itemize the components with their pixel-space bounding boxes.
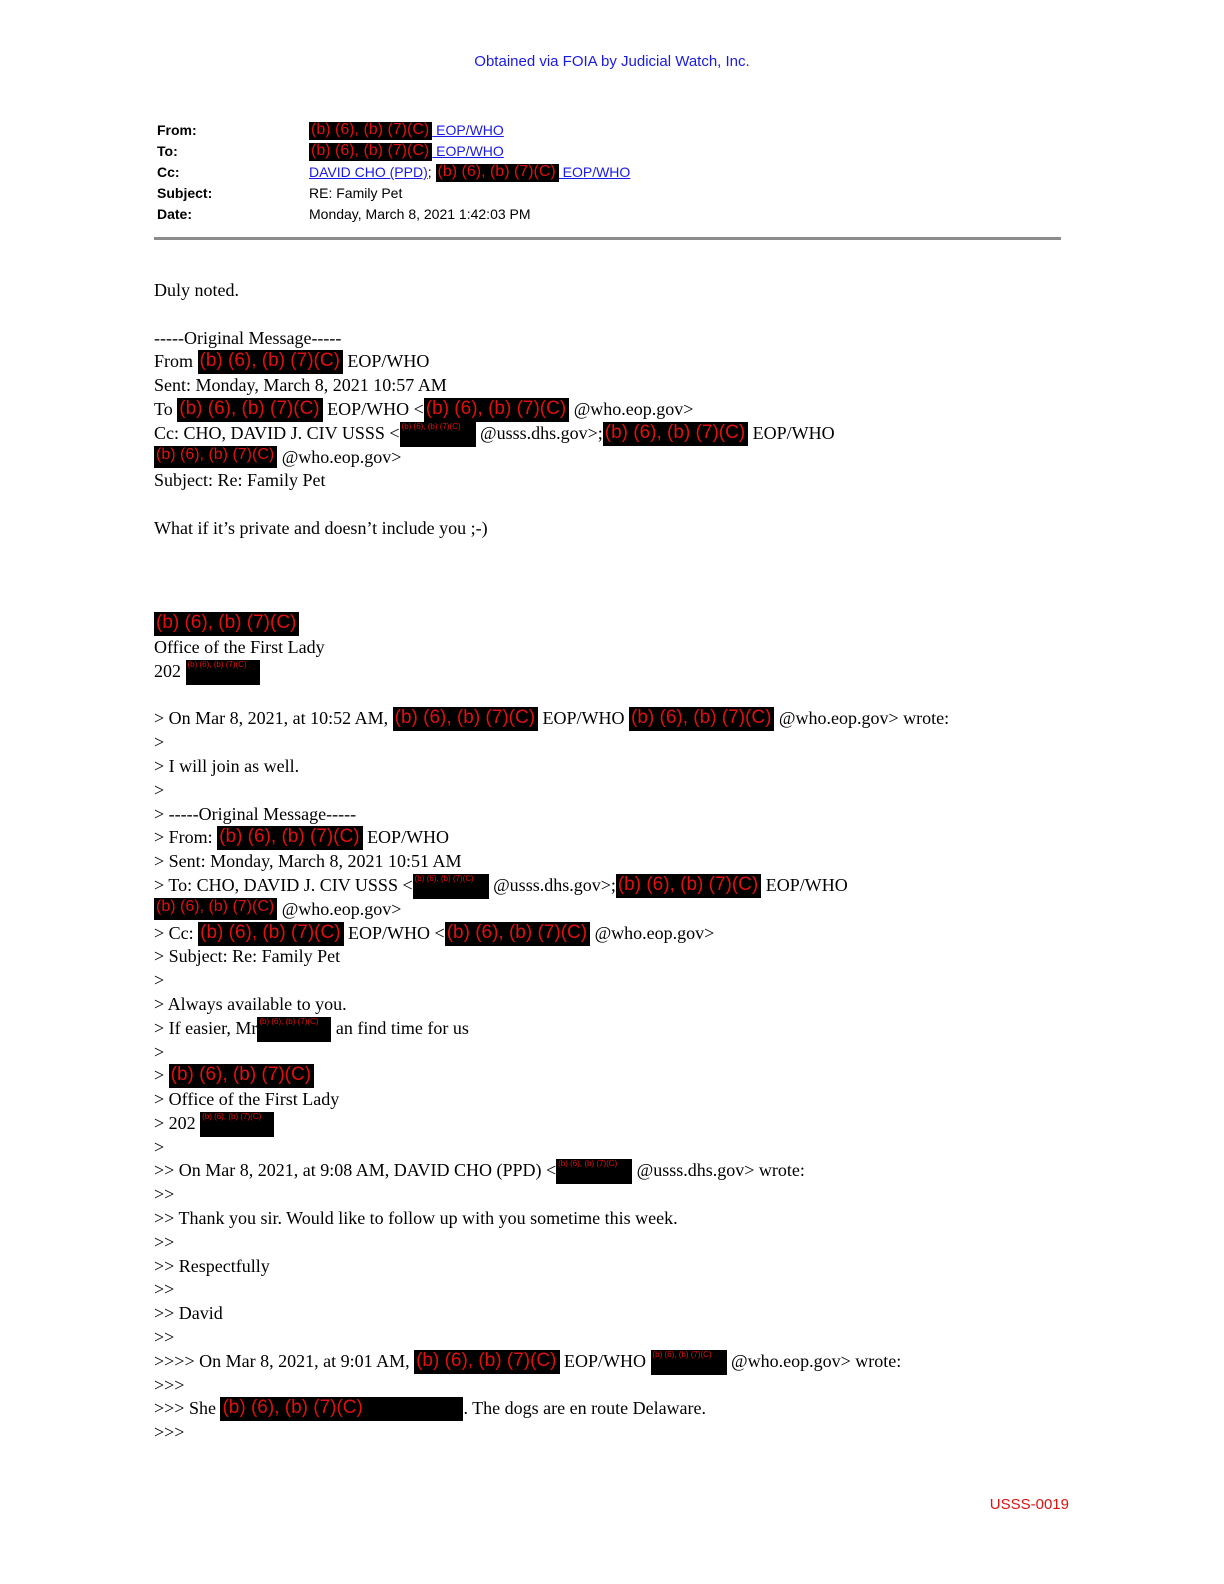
redaction: (b) (6), (b) (7)(C) [414, 1350, 559, 1374]
foia-watermark: Obtained via FOIA by Judicial Watch, Inc. [474, 53, 750, 70]
text: . The dogs are en route Delaware. [463, 1398, 707, 1419]
text: EOP/WHO [761, 874, 848, 895]
bates-number: USSS-0019 [989, 1496, 1069, 1513]
body-line: > [154, 779, 165, 800]
text: @usss.dhs.gov>; [488, 874, 616, 895]
body-line: Office of the First Lady [154, 636, 325, 657]
text: >>> She [154, 1398, 221, 1419]
body-line [154, 1397, 949, 1421]
body-line [154, 1064, 949, 1088]
redaction: (b) (6), (b) (7)(C) [169, 1064, 314, 1088]
text: EOP/WHO [362, 827, 450, 848]
redaction: (b) (6), (b) (7)(C) [629, 707, 774, 731]
redaction: (b) (6), (b) (7)(C) [556, 1159, 632, 1184]
text: @who.eop.gov> [277, 446, 402, 467]
redaction: (b) (6), (b) (7)(C) [154, 612, 299, 636]
redaction: (b) (6), (b) (7)(C) [445, 922, 590, 946]
body-line: > Subject: Re: Family Pet [154, 946, 341, 967]
blank-line [154, 565, 949, 589]
header-date-label: Date: [157, 206, 193, 222]
body-line: >> [154, 1327, 175, 1348]
text: EOP/WHO < [322, 398, 424, 419]
text: > From: [154, 827, 218, 848]
body-line: What if it’s private and doesn’t include you ;-) [154, 517, 488, 538]
body-line [154, 1017, 949, 1041]
text: > To: CHO, DAVID J. CIV USSS < [154, 874, 413, 895]
header-date-value: Monday, March 8, 2021 1:42:03 PM [309, 206, 531, 222]
body-line: > [154, 732, 165, 753]
text: EOP/WHO [538, 708, 630, 729]
redaction: (b) (6), (b) (7)(C) [200, 1112, 274, 1137]
body-line [154, 707, 949, 731]
text: > [154, 1065, 169, 1086]
body-line: >> David [154, 1303, 223, 1324]
redaction: (b) (6), (b) (7)(C) [186, 660, 260, 685]
blank-line [154, 684, 949, 708]
to-link[interactable]: EOP/WHO [432, 143, 504, 159]
body-line: >> Thank you sir. Would like to follow up with you sometime this week. [154, 1208, 678, 1229]
body-line [154, 422, 949, 446]
redaction: (b) (6), (b) (7)(C) [309, 143, 432, 161]
text: EOP/WHO [559, 1350, 651, 1371]
body-line: Duly noted. [154, 280, 239, 300]
text: >>>> On Mar 8, 2021, at 9:01 AM, [154, 1350, 415, 1371]
body-line: > [154, 970, 165, 991]
text: @who.eop.gov> [277, 898, 402, 919]
body-line: > -----Original Message----- [154, 803, 357, 824]
redaction: (b) (6), (b) (7)(C) [198, 922, 343, 946]
text: @who.eop.gov> [590, 922, 715, 943]
redaction: (b) (6), (b) (7)(C) [177, 398, 322, 422]
text: > 202 [154, 1112, 201, 1133]
body-line: >>> [154, 1374, 185, 1395]
body-line: -----Original Message----- [154, 327, 342, 348]
body-line: >> Respectfully [154, 1255, 270, 1276]
body-line: > Always available to you. [154, 993, 347, 1014]
text: > Cc: [154, 922, 199, 943]
header-to-value [309, 143, 504, 161]
redaction: (b) (6), (b) (7)(C) [651, 1350, 727, 1375]
body-line [154, 1112, 949, 1136]
redaction: (b) (6), (b) (7)(C) [198, 350, 343, 374]
header-subject-label: Subject: [157, 185, 213, 201]
body-line: > [154, 1041, 165, 1062]
body-line [154, 1350, 949, 1374]
blank-line [154, 493, 949, 517]
body-line: >> [154, 1279, 175, 1300]
redaction: (b) (6), (b) (7)(C) [603, 422, 748, 446]
text: an find time for us [331, 1017, 469, 1038]
header-cc-label: Cc: [157, 164, 180, 180]
redaction: (b) (6), (b) (7)(C) [400, 422, 476, 447]
text: > On Mar 8, 2021, at 10:52 AM, [154, 708, 393, 729]
body-line: >> [154, 1184, 175, 1205]
text: @who.eop.gov> wrote: [726, 1350, 902, 1371]
redaction: (b) (6), (b) (7)(C) [436, 164, 559, 182]
redaction: (b) (6), (b) (7)(C) [154, 446, 277, 468]
body-line [154, 398, 949, 422]
header-cc-value [309, 164, 630, 182]
blank-line [154, 588, 949, 612]
text: 202 [154, 660, 186, 681]
body-line: > Office of the First Lady [154, 1089, 340, 1110]
text: From [154, 351, 198, 372]
text: >> On Mar 8, 2021, at 9:08 AM, DAVID CHO (PPD) < [154, 1160, 557, 1181]
signature-name-line [154, 612, 949, 636]
body-line: Subject: Re: Family Pet [154, 470, 326, 491]
body-line: > I will join as well. [154, 755, 300, 776]
cc-separator: ; [427, 164, 432, 180]
redaction: (b) (6), (b) (7)(C) [217, 826, 362, 850]
text: @usss.dhs.gov> wrote: [632, 1160, 805, 1181]
from-link[interactable]: EOP/WHO [432, 122, 504, 138]
body-line [154, 1159, 949, 1183]
header-subject-value: RE: Family Pet [309, 185, 403, 201]
body-line: Sent: Monday, March 8, 2021 10:57 AM [154, 375, 447, 396]
body-line [154, 660, 949, 684]
body-line [154, 922, 949, 946]
redaction: (b) (6), (b) (7)(C) [220, 1397, 463, 1421]
blank-line [154, 541, 949, 565]
text: @who.eop.gov> [569, 398, 694, 419]
redaction: (b) (6), (b) (7)(C) [413, 874, 489, 899]
text: EOP/WHO [342, 351, 430, 372]
redaction: (b) (6), (b) (7)(C) [616, 874, 761, 898]
text: EOP/WHO [748, 422, 835, 443]
body-line: > Sent: Monday, March 8, 2021 10:51 AM [154, 851, 462, 872]
text: Cc: CHO, DAVID J. CIV USSS < [154, 422, 400, 443]
header-from-value [309, 122, 504, 140]
body-line: >> [154, 1231, 175, 1252]
body-line [154, 826, 949, 850]
body-line [154, 446, 949, 470]
body-line: > [154, 1136, 165, 1157]
body-line [154, 874, 949, 898]
body-line [154, 350, 949, 374]
header-divider [154, 237, 1061, 240]
cc-link[interactable]: EOP/WHO [558, 164, 631, 180]
body-line: >>> [154, 1422, 185, 1443]
redaction: (b) (6), (b) (7)(C) [257, 1017, 331, 1042]
body-line [154, 898, 949, 922]
redaction: (b) (6), (b) (7)(C) [393, 707, 538, 731]
text: > If easier, Mr [154, 1017, 258, 1038]
header-to-label: To: [157, 143, 178, 159]
email-body [154, 279, 949, 1445]
cc-person-link[interactable]: DAVID CHO (PPD) [309, 164, 428, 180]
redaction: (b) (6), (b) (7)(C) [309, 122, 432, 140]
blank-line [154, 303, 949, 327]
header-from-label: From: [157, 122, 197, 138]
text: To [154, 398, 178, 419]
redaction: (b) (6), (b) (7)(C) [424, 398, 569, 422]
text: @who.eop.gov> wrote: [774, 708, 950, 729]
redaction: (b) (6), (b) (7)(C) [154, 898, 277, 920]
text: @usss.dhs.gov>; [475, 422, 603, 443]
text: EOP/WHO < [343, 922, 445, 943]
